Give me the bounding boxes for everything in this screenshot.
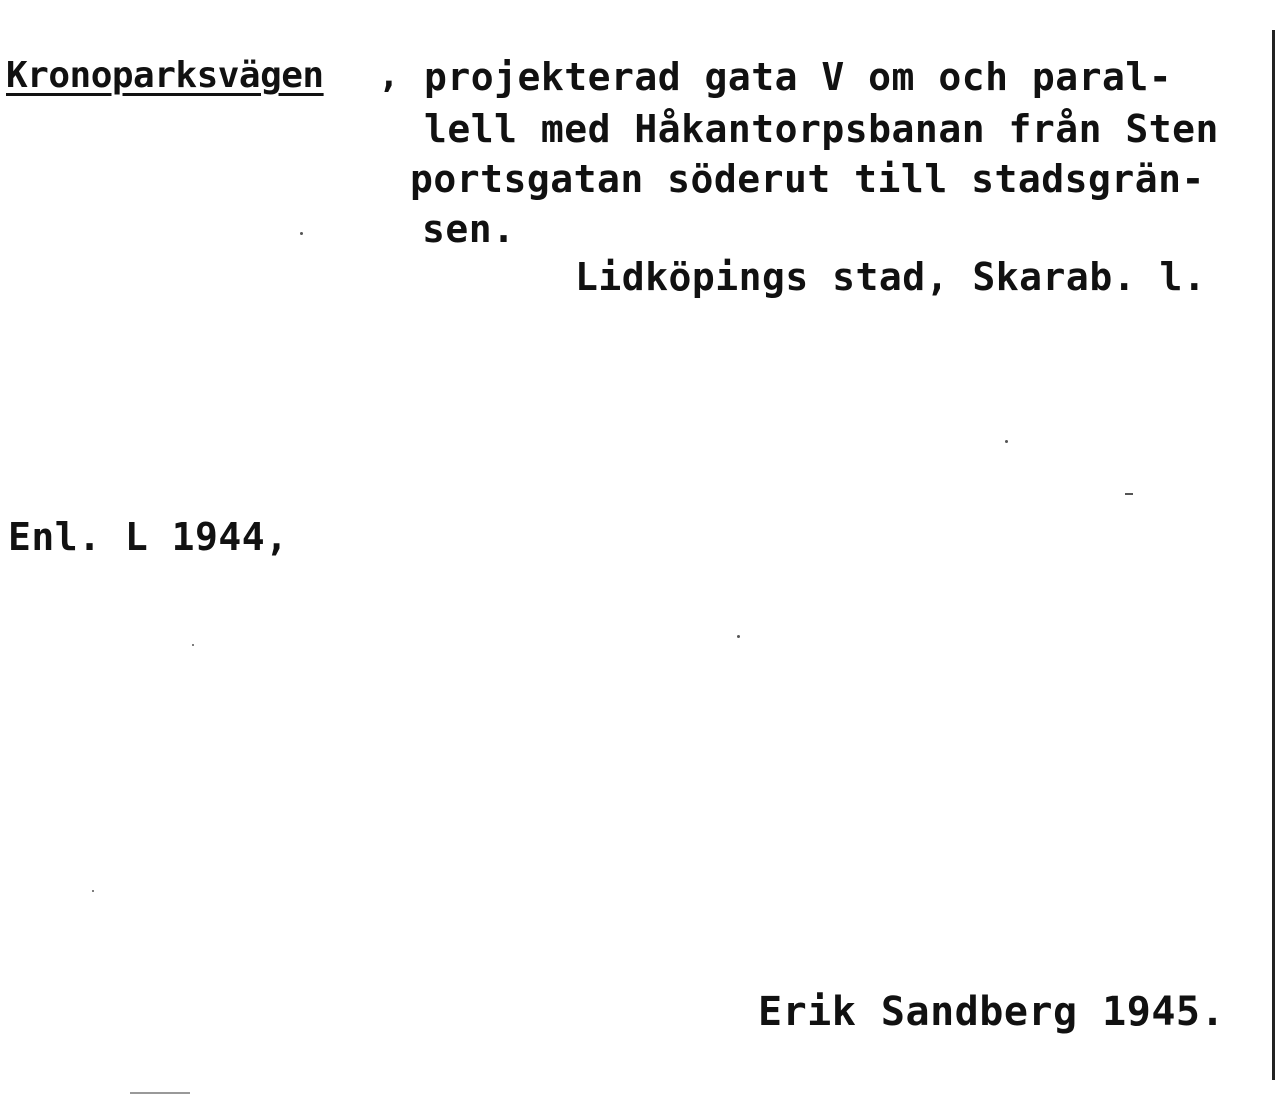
speck [300, 232, 303, 235]
description-line-1: projekterad gata V om och paral- [424, 55, 1173, 99]
speck [1125, 493, 1133, 495]
speck [130, 1092, 190, 1094]
headword: Kronoparksvägen [6, 55, 324, 96]
source-reference: Enl. L 1944, [8, 515, 289, 559]
speck [737, 635, 740, 638]
author-signature: Erik Sandberg 1945. [758, 989, 1226, 1035]
speck [1005, 440, 1008, 443]
description-line-2: lell med Håkantorpsbanan från Sten [424, 107, 1219, 151]
card-right-edge [1272, 30, 1275, 1080]
location-line: Lidköpings stad, Skarab. l. [575, 255, 1207, 299]
description-line-3: portsgatan söderut till stadsgrän- [410, 157, 1205, 201]
speck [92, 890, 94, 892]
description-line-4: sen. [422, 207, 516, 251]
headword-comma: , [378, 55, 401, 96]
speck [192, 644, 194, 646]
